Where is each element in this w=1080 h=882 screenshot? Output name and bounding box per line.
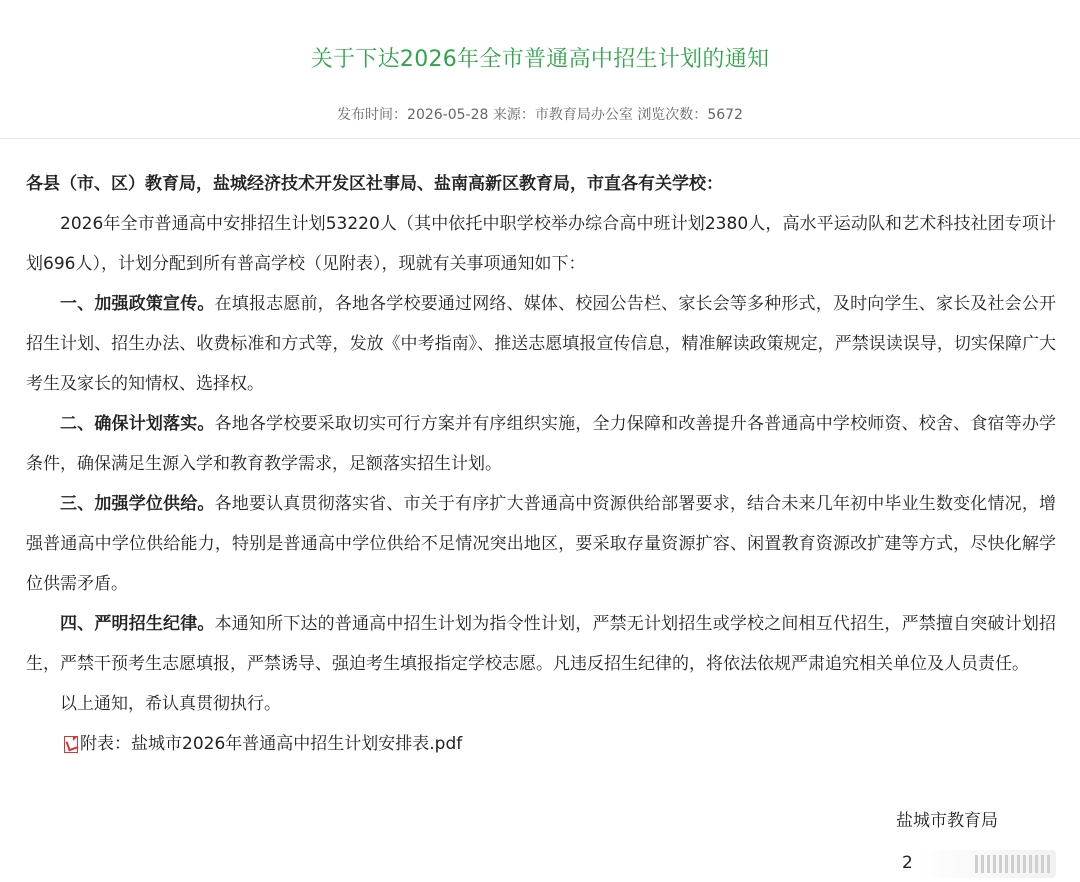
- article-meta: [0, 104, 1080, 126]
- section-heading: 一、加强政策宣传。: [60, 294, 215, 314]
- signature: 盐城市教育局: [896, 811, 998, 831]
- attachment-row: [26, 724, 1056, 764]
- section-heading: 三、加强学位供给。: [60, 494, 215, 514]
- article-header: [0, 0, 1080, 139]
- article-body: [26, 164, 1056, 764]
- signature-date: 2: [902, 853, 913, 873]
- section-heading: 二、确保计划落实。: [60, 414, 215, 434]
- section-paragraph: [26, 284, 1056, 404]
- attachment-label: 附表：: [80, 734, 131, 754]
- views-label: 浏览次数：: [637, 107, 708, 123]
- attachment-link[interactable]: 盐城市2026年普通高中招生计划安排表.pdf: [131, 734, 463, 754]
- page-title: 关于下达2026年全市普通高中招生计划的通知: [310, 47, 770, 72]
- section-text: 各地各学校要采取切实可行方案并有序组织实施，全力保障和改善提升各普通高中学校师资、校舍、食宿等办学条件，确保满足生源入学和教育教学需求，足额落实招生计划。: [26, 414, 1057, 474]
- section-heading: 四、严明招生纪律。: [60, 614, 215, 634]
- publish-label: 发布时间：: [337, 107, 408, 123]
- watermark: [916, 850, 1056, 878]
- section-text: 本通知所下达的普通高中招生计划为指令性计划，严禁无计划招生或学校之间相互代招生，严禁擅自突破计划招生，严禁干预考生志愿填报，严禁诱导、强迫考生填报指定学校志愿。凡违反招生纪律的，将依法依规严肃追究相关单位及人员责任。: [26, 614, 1057, 674]
- section-paragraph: [26, 484, 1056, 604]
- intro-paragraph: 2026年全市普通高中安排招生计划53220人（其中依托中职学校举办综合高中班计划2380人，高水平运动队和艺术科技社团专项计划696人），计划分配到所有普高学校（见附表），现就有关事项通知如下：: [26, 214, 1056, 274]
- section-paragraph: [26, 604, 1056, 684]
- view-count: 5672: [707, 107, 743, 123]
- pdf-icon[interactable]: [64, 736, 78, 753]
- section-text: 在填报志愿前，各地各学校要通过网络、媒体、校园公告栏、家长会等多种形式，及时向学生、家长及社会公开招生计划、招生办法、收费标准和方式等，发放《中考指南》、推送志愿填报宣传信息，精准解读政策规定，严禁误读误导，切实保障广大考生及家长的知情权、选择权。: [26, 294, 1057, 394]
- section-text: 各地要认真贯彻落实省、市关于有序扩大普通高中资源供给部署要求，结合未来几年初中毕业生数变化情况，增强普通高中学位供给能力，特别是普通高中学位供给不足情况突出地区，要采取存量资源扩容、闲置教育资源改扩建等方式，尽快化解学位供需矛盾。: [26, 494, 1057, 594]
- closing-paragraph: 以上通知，希认真贯彻执行。: [60, 694, 281, 714]
- source-label: 来源：: [492, 107, 535, 123]
- source-name: 市教育局办公室: [534, 107, 633, 123]
- section-paragraph: [26, 404, 1056, 484]
- publish-date: 2026-05-28: [407, 107, 489, 123]
- salutation: 各县（市、区）教育局，盐城经济技术开发区社事局、盐南高新区教育局，市直各有关学校：: [26, 174, 723, 194]
